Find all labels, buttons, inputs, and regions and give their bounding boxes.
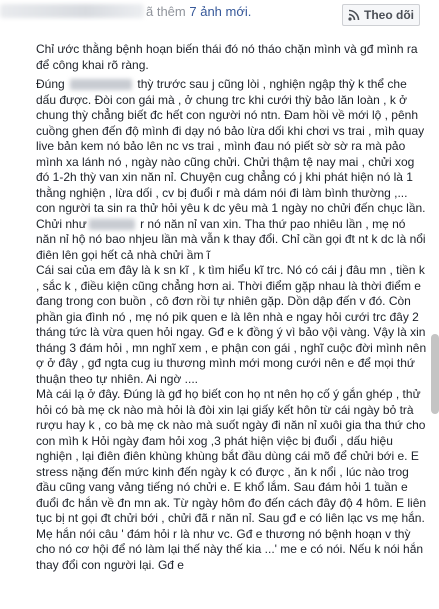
post-time-link[interactable]: 7 ảnh mới. (189, 4, 252, 19)
blurred-word (89, 219, 135, 230)
post-body (36, 42, 428, 573)
rss-icon (348, 9, 360, 21)
paragraph-4: Mà cái lạ ở đây. Đúng là gđ họ biết con họ nt nên họ cố ý gắn ghép , thử hỏi có bà mẹ ck nào mà hỏi là đòi xin lại giấy kết hôn từ cái ngày bỏ trà rượu hay k , co bà mẹ ck nào mà suốt ngày đi năn nỉ xuôi gia tha thứ cho con mìh k Hỏi ngày đam hỏi xog ,3 phát hiện việc bị đuổi , dấu hiệu nghiện , lại điên điên khùng khùng bắt đầu dùng cái mõ để chửi bới e. E stress nặng đến mức kinh đến ngày k có được , ăn k nổi , lúc nào trog đầu cũng vang vảng tiếng nó chửi e. E khổ lắm. Sau đám hỏi 1 tuần e đuổi đc hắn về đn mn ak. Từ ngày hôm đo đến cách đây độ 4 hôm. E liên tục bị nt gọi đt chửi bới , chửi đã r năn nỉ. Sau gđ e có liên lạc vs mẹ hắn. Mẹ hắn nói câu ' đám hỏi r là như vc. Gđ e thương nó bệnh hoạn v thỳ cho nó cơ hội để nó làm lại thế này thế kia ...' me e có nói. Nếu k nói hắn thay đổi con người lại. Gđ e (36, 387, 430, 572)
paragraph-1: Chỉ ước thằng bệnh hoạn biến thái đó nó tháo chặn mình và gđ mình ra để công khai rõ ràng. (36, 42, 421, 72)
paragraph-2-end: r nó năn nỉ van xin. Tha thứ pao nhiêu lần , mẹ nó năn nỉ hộ nó bao nhjeu lần mà vẫn k thay đổi. Chỉ cần gọi đt nt k dc là nổi điên lên gọi hết cả nhà chửi ầm ĩ (36, 216, 429, 262)
scrollbar-thumb[interactable] (431, 334, 439, 414)
paragraph-3: Cái sai của em đây là k sn kĩ , k tìm hiểu kĩ trc. Nó có cái j đâu mn , tiền k , sắc k , điều kiện cũng chẳng hơn ai. Thời điểm gặp nhau là thời điểm e đang trong con buồn , cô đơn rồi tự nhiên gặp. Dồn dập đến v đó. Còn phần gia đình nó , mẹ nó pik quen e là lên nhà e ngay hỏi cưới trc đây 2 tháng tức là vừa quen hỏi ngay. Gđ e k đồng ý vì bảo vội vàng. Vậy là xin tháng 3 đám hỏi , mn nghĩ xem , e phận con gái , nghĩ cuộc đời mình nên ợ ở đây , gđ ngta cug iu thương mình mới mong cưới nên e để mọi thứ thuận theo tự nhiên. Ai ngờ .... (36, 263, 430, 386)
paragraph-2-middle: thỳ trước sau j cũng lòi , nghiện ngập thỳ k thể che dấu được. Đòi con gái mà , ở chung trc khi cưới thỳ bảo lăn loàn , k ở chung thỳ chẳng biết đc hết con người nó ntn. Đam hồi về mới lộ , pênh cuồng ghen đến độ mình đi dạy nó bảo lừa dối khi chơi vs trai , mìh quay live bản kem nó bảo lên nc vs trai , mình đau nó piết sờ sờ ra mà pảo mình xa lánh nó , ngày nào cũng chửi. Chửi thậm tệ nay mai , chửi xog đó 1-2h thỳ van xin năn nỉ. Chuyện cug chẳng có j khi phát hiện nó là 1 thằng nghiện , lừa dối , cv bị đuổi r mà dám nói đi làm bình thường ,... con người ta sin ra thử hỏi yêu k dc yêu mà 1 ngày no chửi đến chục lần. Chửi như (36, 77, 429, 231)
paragraph-2-start: Đúng (36, 77, 69, 91)
blurred-name (70, 79, 132, 90)
follow-label: Theo dõi (364, 8, 414, 22)
post-meta (146, 4, 251, 20)
follow-button[interactable] (342, 4, 420, 26)
paragraph-2 (36, 77, 428, 263)
scroll-track[interactable] (429, 34, 439, 609)
blurred-author-name (0, 4, 144, 18)
added-text: ã thêm (146, 4, 186, 19)
post-header (0, 0, 439, 34)
